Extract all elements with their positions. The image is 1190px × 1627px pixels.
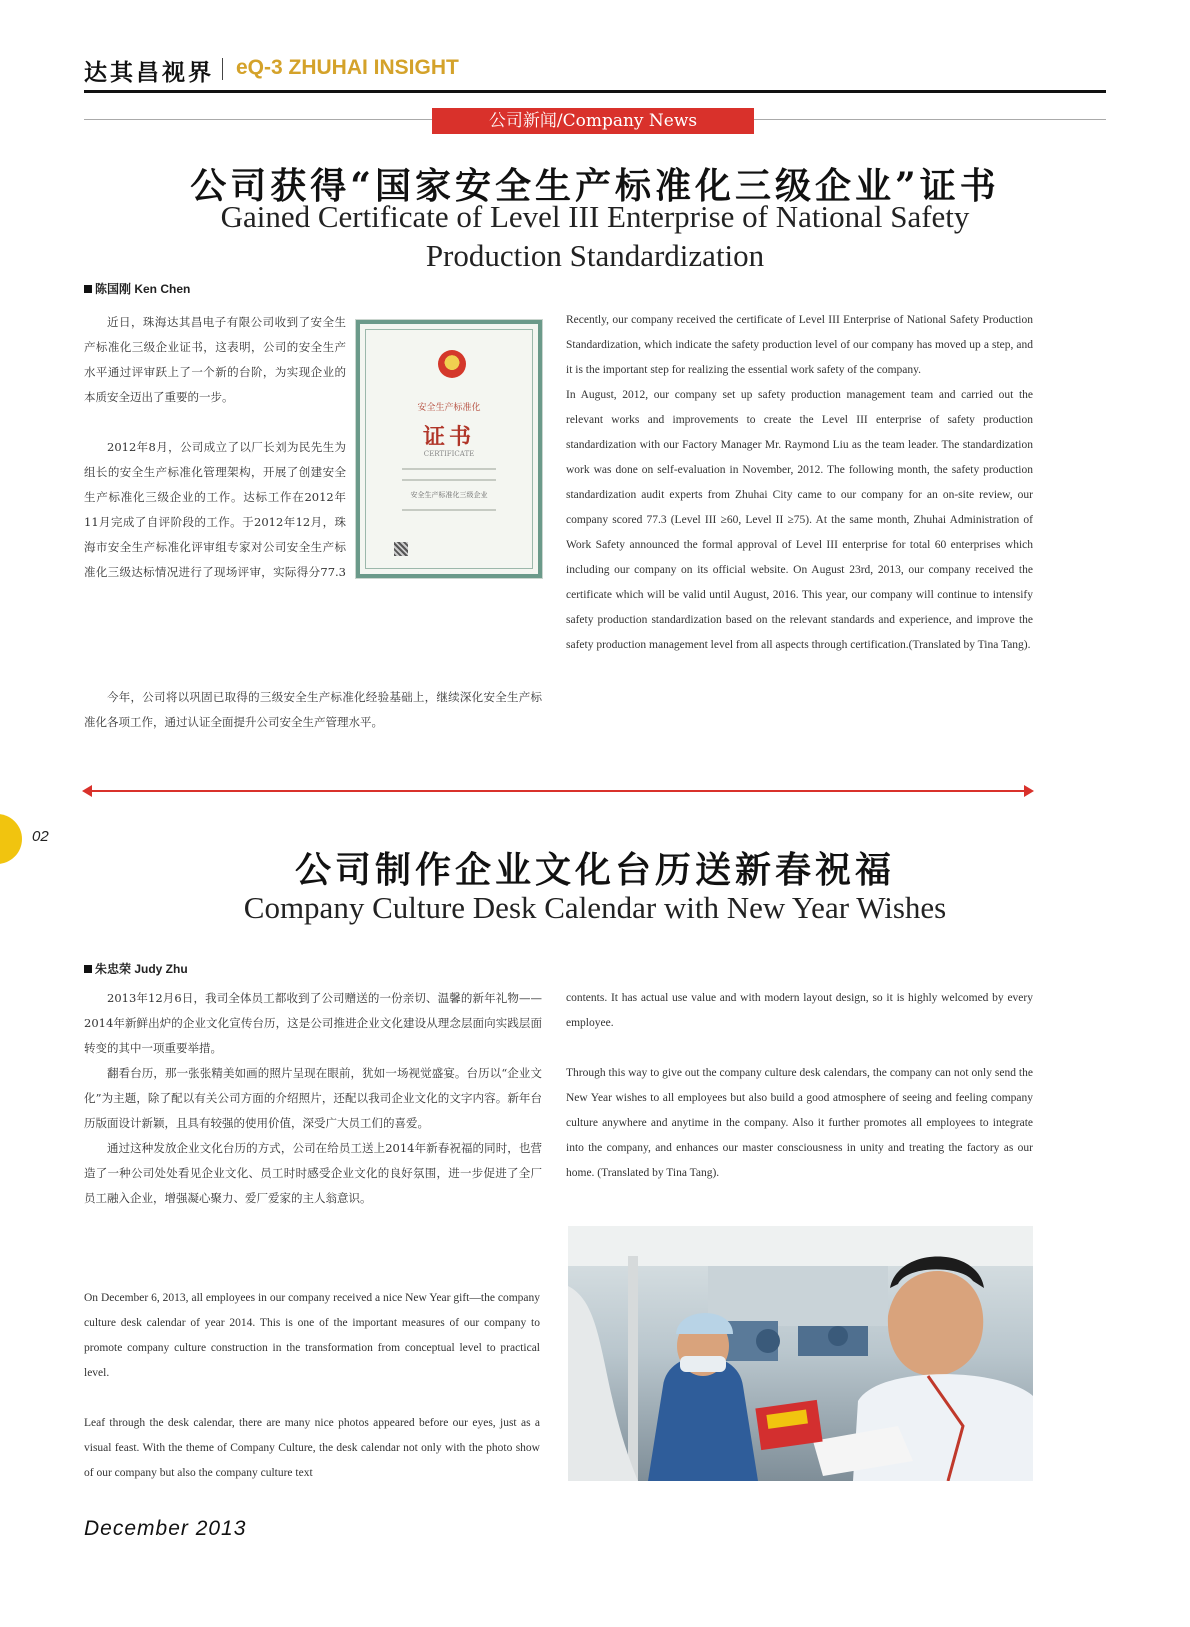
article1-en-para: In August, 2012, our company set up safety production management team and carried out the relevant works and improvements to create the Level III enterprise of safety production standardization with our Factory Manager Mr. Raymond Liu as the team leader. The standardization work was done on self-evaluation in November, 2012. The following month, the safety production standardization audit experts from Zhuhai City came to our company for an on-site review, our company scored 77.3 (Level III ≥60, Level II ≥75). At the same month, Zhuhai Administration of Work Safety announced the formal approval of Level III enterprise for total 60 enterprises which including our company on its official website. On August 23rd, 2013, our company received the certificate which will be valid until August, 2016. This year, our company will continue to intensify safety production standardization based on the relevant standards and experience, and improve the safety production management level from all aspects through certification.(Translated by Tina Tang). [566, 389, 1033, 651]
article2-en-para: contents. It has actual use value and with modern layout design, so it is highly welcomed by every employee. [566, 992, 1033, 1029]
article1-cn-para: 2012年8月，公司成立了以厂长刘为民先生为组长的安全生产标准化管理架构，开展了创建安全生产标准化三级企业的工作。达标工作在2012年11月完成了自评阶段的工作。于2012年12月，珠海市安全生产标准化评审组专家对公司安全生产标准化三级达标情况进行了现场评审，实际得分77.3 [84, 440, 346, 579]
article1-cn-col1 [84, 310, 346, 410]
national-emblem-icon [438, 350, 466, 378]
article1-title-en-line2: Production Standardization [425, 238, 765, 273]
article2-en-para: Leaf through the desk calendar, there are many nice photos appeared before our eyes, just as a visual feast. With the theme of Company Culture, the desk calendar not only with the photo show of our company but also the company culture text [84, 1417, 540, 1479]
masthead-separator [222, 58, 223, 80]
certificate-image [356, 320, 542, 578]
certificate-border [365, 329, 533, 569]
certificate-title: 证书 [422, 424, 475, 450]
article1-cn-para: 近日，珠海达其昌电子有限公司收到了安全生产标准化三级企业证书，这表明，公司的安全生产水平通过评审跃上了一个新的台阶，为实现企业的本质安全迈出了重要的一步。 [84, 315, 346, 404]
certificate-subtitle: CERTIFICATE [423, 450, 475, 458]
article1-en-para: Recently, our company received the certificate of Level III Enterprise of National Safety Production Standardization, which indicate the safety production level of our company has moved up a step, and it is the important step for realizing the essential work safety of the company. [566, 314, 1033, 376]
article2-en-para: On December 6, 2013, all employees in our company received a nice New Year gift—the company culture desk calendar of year 2014. This is one of the important measures of our company to promote company culture construction in the transformation from conceptual level to practical level. [84, 1292, 540, 1379]
masthead-rule [84, 90, 1106, 93]
photo-illustration [568, 1226, 1033, 1481]
article2-cn-para: 2013年12月6日，我司全体员工都收到了公司赠送的一份亲切、温馨的新年礼物——2014年新鲜出炉的企业文化宣传台历，这是公司推进企业文化建设从理念层面向实践层面转变的其中一项重要举措。 [84, 991, 542, 1055]
certificate-body: 安全生产标准化三级企业 [410, 491, 488, 499]
article2-en-para: Through this way to give out the company culture desk calendars, the company can not only send the New Year wishes to all employees but also build a good atmosphere of seeing and feeling company culture anywhere and anytime in the company. Also it further promotes all employees to integrate into the company, and enhances our master consciousness in unity and treating the factory as our home. (Translated by Tina Tang). [566, 1067, 1033, 1179]
article2-en-left-column [84, 1286, 540, 1486]
article2-title-en: Company Culture Desk Calendar with New Year Wishes [243, 890, 947, 925]
qr-code-icon [394, 542, 408, 556]
certificate-header: 安全生产标准化 [417, 403, 481, 413]
article2-en-right-column [566, 986, 1033, 1186]
article1-cn-col4 [84, 685, 542, 735]
certificate-text-lines [402, 468, 496, 520]
article1-byline-text: 陈国刚 Ken Chen [95, 282, 191, 296]
masthead-chinese-title: 达其昌视界 [84, 59, 214, 86]
article2-title-cn: 公司制作企业文化台历送新春祝福 [294, 849, 895, 891]
article2-byline [84, 960, 188, 977]
article1-en-column [566, 308, 1033, 658]
page-number: 02 [32, 828, 49, 845]
article2-cn-column [84, 986, 542, 1211]
article1-cn-para: 今年，公司将以巩固已取得的三级安全生产标准化经验基础上，继续深化安全生产标准化各项工作，通过认证全面提升公司安全生产管理水平。 [84, 690, 542, 729]
article1-cn-col3 [84, 585, 542, 685]
article1-byline [84, 280, 190, 297]
issue-date-footer: December 2013 [84, 1517, 247, 1540]
article-divider [88, 790, 1026, 792]
article1-cn-col2 [84, 435, 346, 585]
article1-title-en-line1: Gained Certificate of Level III Enterprise of National Safety [220, 199, 970, 234]
arrow-left-icon [82, 785, 92, 797]
article1-title-cn: 公司获得“国家安全生产标准化三级企业”证书 [190, 165, 1000, 207]
section-tag: 公司新闻/Company News [432, 108, 754, 134]
arrow-right-icon [1024, 785, 1034, 797]
masthead-english-title: eQ-3 ZHUHAI INSIGHT [236, 56, 459, 79]
article2-cn-para: 翻看台历，那一张张精美如画的照片呈现在眼前，犹如一场视觉盛宴。台历以“企业文化”为主题，除了配以有关公司方面的介绍照片，还配以我司企业文化的文字内容。新年台历版面设计新颖，且具有较强的使用价值，深受广大员工们的喜爱。 [84, 1066, 542, 1130]
calendar-gift-photo [568, 1226, 1033, 1481]
byline-square-icon [84, 965, 92, 973]
article2-cn-para: 通过这种发放企业文化台历的方式，公司在给员工送上2014年新春祝福的同时，也营造了一种公司处处看见企业文化、员工时时感受企业文化的良好氛围，进一步促进了全厂员工融入企业，增强凝心聚力、爱厂爱家的主人翁意识。 [84, 1141, 542, 1205]
article2-byline-text: 朱忠荣 Judy Zhu [95, 962, 188, 976]
byline-square-icon [84, 285, 92, 293]
